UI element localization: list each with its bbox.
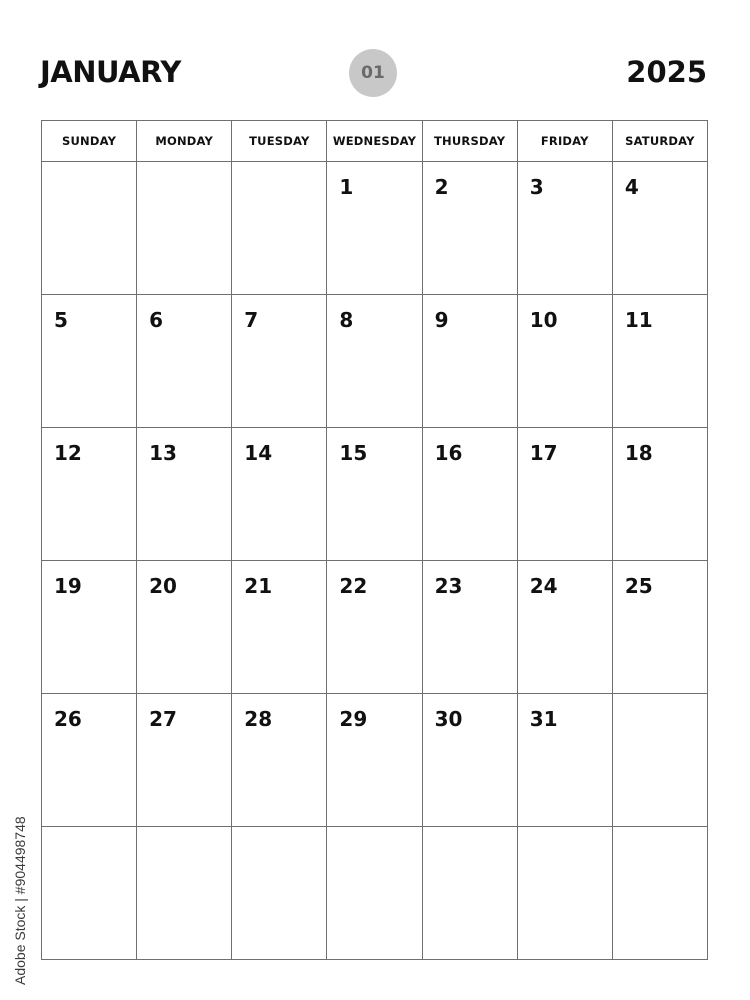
day-cell — [327, 694, 422, 827]
day-cell — [612, 428, 707, 561]
weekday-monday: MONDAY — [137, 121, 232, 162]
day-cell — [327, 295, 422, 428]
day-number — [137, 162, 231, 175]
day-number: 24 — [529, 574, 558, 598]
day-cell — [422, 162, 517, 295]
weekday-tuesday: TUESDAY — [232, 121, 327, 162]
day-cell — [612, 694, 707, 827]
day-number — [42, 827, 136, 840]
day-number: 2 — [434, 175, 449, 199]
day-cell — [612, 561, 707, 694]
day-number: 21 — [244, 574, 273, 598]
day-cell — [327, 428, 422, 561]
day-number: 10 — [529, 308, 558, 332]
day-number — [232, 162, 326, 175]
day-cell — [232, 694, 327, 827]
day-cell — [517, 428, 612, 561]
day-cell — [232, 428, 327, 561]
day-cell — [327, 162, 422, 295]
day-cell — [612, 162, 707, 295]
day-number: 4 — [624, 175, 639, 199]
day-cell — [232, 295, 327, 428]
weekday-saturday: SATURDAY — [612, 121, 707, 162]
day-number: 5 — [54, 308, 68, 332]
day-cell — [422, 827, 517, 960]
day-cell — [42, 295, 137, 428]
weekday-sunday: SUNDAY — [42, 121, 137, 162]
day-cell — [137, 694, 232, 827]
day-number: 3 — [529, 175, 544, 199]
weekday-wednesday: WEDNESDAY — [327, 121, 422, 162]
day-cell — [517, 827, 612, 960]
day-number: 12 — [54, 441, 82, 465]
day-number: 20 — [149, 574, 177, 598]
day-number — [518, 827, 612, 840]
week-row-1 — [42, 162, 708, 295]
day-cell — [42, 827, 137, 960]
day-number: 25 — [624, 574, 653, 598]
day-number: 1 — [339, 175, 354, 199]
day-cell — [137, 162, 232, 295]
day-number — [327, 827, 421, 840]
day-number: 18 — [624, 441, 653, 465]
day-cell — [42, 694, 137, 827]
day-number: 22 — [339, 574, 368, 598]
calendar-header — [0, 0, 750, 120]
weekday-friday: FRIDAY — [517, 121, 612, 162]
day-number: 23 — [434, 574, 463, 598]
day-number: 7 — [244, 308, 259, 332]
week-row-6 — [42, 827, 708, 960]
day-number: 19 — [54, 574, 82, 598]
day-number: 15 — [339, 441, 368, 465]
day-cell — [422, 295, 517, 428]
day-cell — [517, 694, 612, 827]
weekday-thursday: THURSDAY — [422, 121, 517, 162]
day-cell — [422, 428, 517, 561]
day-cell — [137, 295, 232, 428]
day-cell — [612, 295, 707, 428]
day-number: 29 — [339, 707, 368, 731]
day-cell — [517, 295, 612, 428]
day-cell — [422, 561, 517, 694]
day-number: 31 — [529, 707, 558, 731]
day-cell — [517, 561, 612, 694]
week-row-2 — [42, 295, 708, 428]
day-number: 6 — [149, 308, 164, 332]
day-cell — [327, 827, 422, 960]
day-cell — [42, 561, 137, 694]
day-cell — [327, 561, 422, 694]
month-title: JANUARY — [40, 55, 181, 89]
day-number — [423, 827, 517, 840]
calendar-grid — [41, 120, 708, 960]
day-number: 30 — [434, 707, 463, 731]
day-cell — [232, 561, 327, 694]
day-number — [42, 162, 136, 175]
day-cell — [422, 694, 517, 827]
day-cell — [612, 827, 707, 960]
weekday-header-row — [42, 121, 708, 162]
day-cell — [137, 827, 232, 960]
day-cell — [137, 561, 232, 694]
day-number: 13 — [149, 441, 177, 465]
day-number: 14 — [244, 441, 273, 465]
week-row-4 — [42, 561, 708, 694]
day-number — [613, 827, 707, 840]
day-number: 26 — [54, 707, 82, 731]
day-cell — [137, 428, 232, 561]
day-number: 8 — [339, 308, 354, 332]
day-cell — [42, 428, 137, 561]
day-number — [613, 694, 707, 707]
stock-id-watermark: Adobe Stock | #904498748 — [12, 816, 28, 985]
day-number: 9 — [434, 308, 449, 332]
week-row-5 — [42, 694, 708, 827]
day-number: 16 — [434, 441, 463, 465]
week-row-3 — [42, 428, 708, 561]
day-number — [232, 827, 326, 840]
month-number-badge: 01 — [349, 49, 397, 97]
day-number: 11 — [624, 308, 653, 332]
year-title: 2025 — [626, 55, 707, 89]
day-number: 28 — [244, 707, 273, 731]
day-number — [137, 827, 231, 840]
day-number: 27 — [149, 707, 177, 731]
day-cell — [42, 162, 137, 295]
day-number: 17 — [529, 441, 558, 465]
day-cell — [232, 162, 327, 295]
day-cell — [517, 162, 612, 295]
day-cell — [232, 827, 327, 960]
